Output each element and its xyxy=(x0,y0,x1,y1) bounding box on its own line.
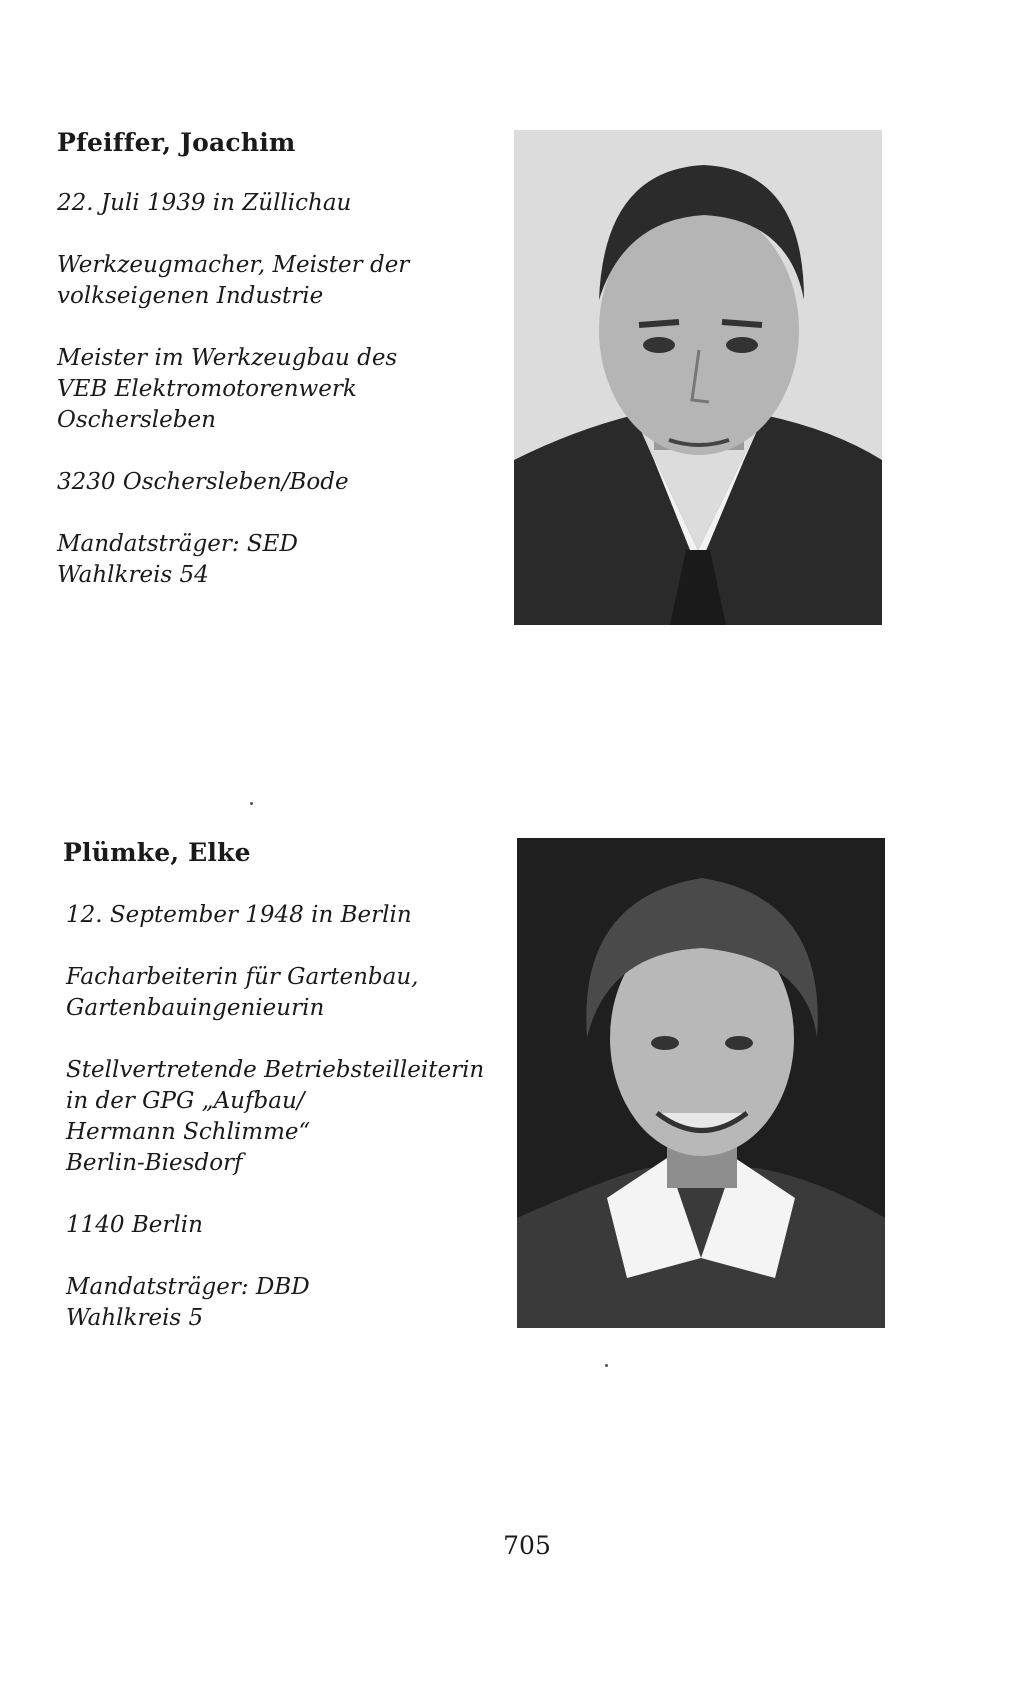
birth-info: 22. Juli 1939 in Züllichau xyxy=(57,190,352,216)
profession-line: volkseigenen Industrie xyxy=(57,283,324,309)
portrait-woman-photo xyxy=(517,838,885,1328)
mandate-line: Mandatsträger: DBD xyxy=(66,1274,310,1300)
mandate-line: Mandatsträger: SED xyxy=(57,531,298,557)
position-line: Berlin-Biesdorf xyxy=(66,1150,243,1176)
position-line: Hermann Schlimme“ xyxy=(66,1119,311,1145)
profession-line: Facharbeiterin für Gartenbau, xyxy=(66,964,419,990)
position-line: Oschersleben xyxy=(57,407,216,433)
position-line: in der GPG „Aufbau/ xyxy=(66,1088,305,1114)
mandate-line: Wahlkreis 54 xyxy=(57,562,209,588)
print-speck xyxy=(605,1364,608,1367)
profession-line: Gartenbauingenieurin xyxy=(66,995,325,1021)
page-number: 705 xyxy=(503,1531,551,1560)
address: 3230 Oschersleben/Bode xyxy=(57,469,349,495)
entry-name: Pfeiffer, Joachim xyxy=(57,128,296,157)
position-line: VEB Elektromotorenwerk xyxy=(57,376,357,402)
print-speck xyxy=(250,802,253,805)
entry-name: Plümke, Elke xyxy=(63,838,251,867)
address: 1140 Berlin xyxy=(66,1212,203,1238)
mandate-line: Wahlkreis 5 xyxy=(66,1305,204,1331)
birth-info: 12. September 1948 in Berlin xyxy=(66,902,412,928)
profession-line: Werkzeugmacher, Meister der xyxy=(57,252,410,278)
portrait-man-photo xyxy=(514,130,882,625)
position-line: Meister im Werkzeugbau des xyxy=(57,345,398,371)
position-line: Stellvertretende Betriebsteilleiterin xyxy=(66,1057,485,1083)
